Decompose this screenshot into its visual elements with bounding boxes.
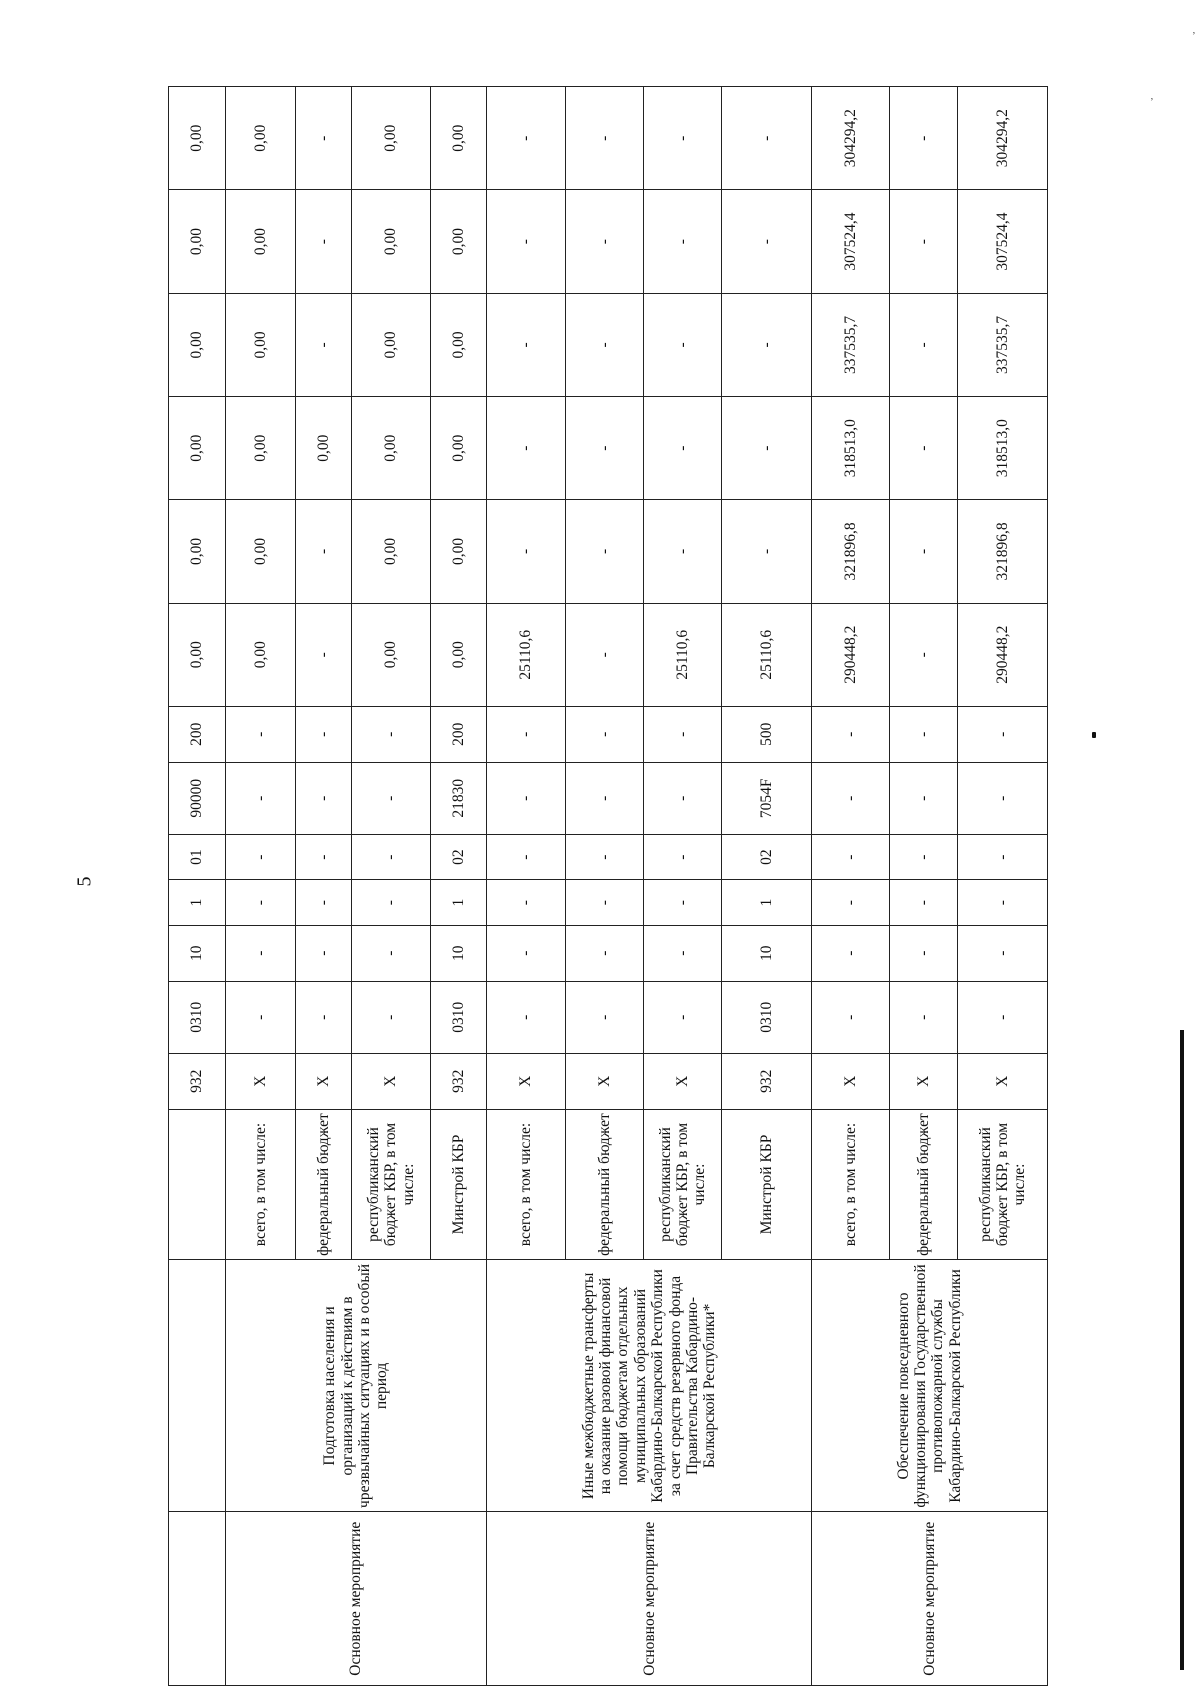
code-cell: - xyxy=(644,762,722,834)
section-type-cell: Основное мероприятие xyxy=(225,1512,487,1686)
code-cell: 200 xyxy=(169,706,226,762)
value-cell: 290448,2 xyxy=(811,603,889,706)
value-cell: 0,00 xyxy=(225,190,295,293)
code-cell: - xyxy=(352,834,430,879)
value-cell: - xyxy=(565,293,643,396)
code-cell: - xyxy=(487,706,565,762)
value-cell: - xyxy=(890,293,958,396)
code-cell: - xyxy=(811,762,889,834)
value-cell: 290448,2 xyxy=(958,603,1048,706)
scan-dot xyxy=(1092,732,1096,738)
section-title-cell: Подготовка населения и организаций к действиям в чрезвычайных ситуациях и в особый период xyxy=(225,1260,487,1512)
code-cell: X xyxy=(644,1053,722,1109)
funding-source-cell: федеральный бюджет xyxy=(890,1109,958,1260)
value-cell: - xyxy=(644,190,722,293)
scan-mark: ’ xyxy=(1150,96,1154,108)
value-cell: - xyxy=(487,190,565,293)
section-title-cell: Иные межбюджетные трансферты на оказание разовой финансовой помощи бюджетам отдельных муниципальных образований Кабардино-Балкарской Республики за счет средств резервного фонда Правительства Кабардино-Балкарской Республики* xyxy=(487,1260,812,1512)
value-cell: - xyxy=(722,293,812,396)
value-cell: - xyxy=(295,87,352,190)
value-cell: 0,00 xyxy=(169,397,226,500)
page-number: 5 xyxy=(73,876,96,887)
value-cell: - xyxy=(565,603,643,706)
value-cell: 337535,7 xyxy=(811,293,889,396)
code-cell: 10 xyxy=(169,925,226,981)
value-cell: - xyxy=(722,87,812,190)
code-cell: - xyxy=(487,762,565,834)
code-cell: - xyxy=(890,834,958,879)
code-cell: - xyxy=(890,925,958,981)
rotated-page xyxy=(168,86,1048,1686)
value-cell: - xyxy=(565,190,643,293)
code-cell: 932 xyxy=(430,1053,487,1109)
code-cell: - xyxy=(565,762,643,834)
code-cell: - xyxy=(644,925,722,981)
funding-source-cell: всего, в том числе: xyxy=(811,1109,889,1260)
value-cell: 0,00 xyxy=(352,397,430,500)
code-cell: - xyxy=(225,981,295,1053)
header-codes-row xyxy=(169,87,226,1686)
value-cell: 0,00 xyxy=(225,293,295,396)
code-cell: - xyxy=(352,706,430,762)
value-cell: 0,00 xyxy=(295,397,352,500)
code-cell: - xyxy=(890,981,958,1053)
funding-source-cell: федеральный бюджет xyxy=(295,1109,352,1260)
value-cell: 0,00 xyxy=(225,500,295,603)
code-cell: - xyxy=(644,880,722,925)
funding-source-cell: Минстрой КБР xyxy=(722,1109,812,1260)
code-cell: - xyxy=(890,880,958,925)
code-cell: X xyxy=(958,1053,1048,1109)
code-cell: 01 xyxy=(169,834,226,879)
code-cell: 02 xyxy=(722,834,812,879)
value-cell: 0,00 xyxy=(169,603,226,706)
value-cell: 25110,6 xyxy=(722,603,812,706)
value-cell: - xyxy=(487,87,565,190)
section-title-cell: Обеспечение повседневного функционирования Государственной противопожарной службы Кабардино-Балкарской Республики xyxy=(811,1260,1047,1512)
code-cell: X xyxy=(890,1053,958,1109)
code-cell: 10 xyxy=(722,925,812,981)
code-cell: - xyxy=(644,706,722,762)
code-cell: - xyxy=(958,834,1048,879)
code-cell: - xyxy=(565,706,643,762)
code-cell: X xyxy=(565,1053,643,1109)
scan-mark: ’ xyxy=(1192,30,1196,42)
value-cell: 25110,6 xyxy=(487,603,565,706)
code-cell: - xyxy=(225,834,295,879)
code-cell: - xyxy=(890,706,958,762)
code-cell: 1 xyxy=(169,880,226,925)
table-row xyxy=(225,87,295,1686)
value-cell: 0,00 xyxy=(225,397,295,500)
code-cell: - xyxy=(644,834,722,879)
code-cell: 7054F xyxy=(722,762,812,834)
value-cell: - xyxy=(890,603,958,706)
code-cell: - xyxy=(811,706,889,762)
value-cell: 0,00 xyxy=(225,603,295,706)
value-cell: - xyxy=(890,87,958,190)
value-cell: - xyxy=(644,397,722,500)
code-cell: X xyxy=(352,1053,430,1109)
value-cell: 0,00 xyxy=(430,87,487,190)
value-cell: - xyxy=(565,87,643,190)
value-cell: - xyxy=(644,87,722,190)
value-cell: - xyxy=(722,397,812,500)
code-cell: - xyxy=(352,880,430,925)
value-cell: 0,00 xyxy=(352,87,430,190)
code-cell: - xyxy=(295,706,352,762)
code-cell: - xyxy=(352,925,430,981)
value-cell: 0,00 xyxy=(430,603,487,706)
code-cell: - xyxy=(295,834,352,879)
code-cell: - xyxy=(295,925,352,981)
code-cell: - xyxy=(811,880,889,925)
table-row xyxy=(811,87,889,1686)
value-cell: - xyxy=(487,397,565,500)
value-cell: 0,00 xyxy=(352,293,430,396)
code-cell: - xyxy=(295,762,352,834)
table-body xyxy=(169,87,1048,1686)
code-cell: - xyxy=(487,880,565,925)
value-cell: 307524,4 xyxy=(811,190,889,293)
code-cell: X xyxy=(295,1053,352,1109)
code-cell: 932 xyxy=(722,1053,812,1109)
code-cell: 1 xyxy=(722,880,812,925)
value-cell: 304294,2 xyxy=(958,87,1048,190)
value-cell: 304294,2 xyxy=(811,87,889,190)
code-cell: - xyxy=(295,880,352,925)
value-cell: 0,00 xyxy=(169,87,226,190)
value-cell: - xyxy=(295,603,352,706)
code-cell: 932 xyxy=(169,1053,226,1109)
code-cell: 21830 xyxy=(430,762,487,834)
value-cell: - xyxy=(890,397,958,500)
value-cell: - xyxy=(295,500,352,603)
code-cell: - xyxy=(958,706,1048,762)
value-cell: - xyxy=(487,500,565,603)
table-cell xyxy=(169,1109,226,1260)
value-cell: 318513,0 xyxy=(958,397,1048,500)
value-cell: 0,00 xyxy=(430,190,487,293)
code-cell: - xyxy=(565,880,643,925)
code-cell: - xyxy=(487,834,565,879)
value-cell: 321896,8 xyxy=(811,500,889,603)
code-cell: - xyxy=(811,925,889,981)
code-cell: 500 xyxy=(722,706,812,762)
code-cell: - xyxy=(352,762,430,834)
code-cell: 200 xyxy=(430,706,487,762)
value-cell: - xyxy=(644,500,722,603)
code-cell: 02 xyxy=(430,834,487,879)
code-cell: - xyxy=(565,925,643,981)
funding-source-cell: Минстрой КБР xyxy=(430,1109,487,1260)
funding-source-cell: республиканский бюджет КБР, в том числе: xyxy=(352,1109,430,1260)
value-cell: 0,00 xyxy=(352,500,430,603)
value-cell: - xyxy=(565,500,643,603)
code-cell: - xyxy=(352,981,430,1053)
table-row xyxy=(487,87,565,1686)
value-cell: - xyxy=(487,293,565,396)
code-cell: - xyxy=(487,925,565,981)
code-cell: - xyxy=(958,981,1048,1053)
funding-source-cell: всего, в том числе: xyxy=(487,1109,565,1260)
code-cell: - xyxy=(565,981,643,1053)
code-cell: - xyxy=(225,762,295,834)
value-cell: - xyxy=(565,397,643,500)
value-cell: 0,00 xyxy=(352,603,430,706)
code-cell: - xyxy=(487,981,565,1053)
code-cell: - xyxy=(225,706,295,762)
code-cell: 0310 xyxy=(169,981,226,1053)
code-cell: 0310 xyxy=(722,981,812,1053)
code-cell: - xyxy=(295,981,352,1053)
table-cell xyxy=(169,1512,226,1686)
section-type-cell: Основное мероприятие xyxy=(811,1512,1047,1686)
value-cell: - xyxy=(890,500,958,603)
funding-source-cell: республиканский бюджет КБР, в том числе: xyxy=(644,1109,722,1260)
code-cell: - xyxy=(565,834,643,879)
code-cell: 0310 xyxy=(430,981,487,1053)
funding-source-cell: всего, в том числе: xyxy=(225,1109,295,1260)
value-cell: 318513,0 xyxy=(811,397,889,500)
value-cell: 0,00 xyxy=(430,500,487,603)
code-cell: - xyxy=(811,981,889,1053)
code-cell: 10 xyxy=(430,925,487,981)
value-cell: 25110,6 xyxy=(644,603,722,706)
section-type-cell: Основное мероприятие xyxy=(487,1512,812,1686)
code-cell: - xyxy=(811,834,889,879)
code-cell: - xyxy=(958,880,1048,925)
value-cell: 0,00 xyxy=(169,293,226,396)
value-cell: - xyxy=(890,190,958,293)
value-cell: - xyxy=(295,190,352,293)
code-cell: - xyxy=(890,762,958,834)
funding-source-cell: республиканский бюджет КБР, в том числе: xyxy=(958,1109,1048,1260)
code-cell: X xyxy=(487,1053,565,1109)
table-cell xyxy=(169,1260,226,1512)
value-cell: 0,00 xyxy=(169,500,226,603)
scan-edge-line xyxy=(1180,1030,1184,1670)
code-cell: 90000 xyxy=(169,762,226,834)
value-cell: 0,00 xyxy=(352,190,430,293)
value-cell: - xyxy=(722,190,812,293)
funding-source-cell: федеральный бюджет xyxy=(565,1109,643,1260)
budget-table xyxy=(168,86,1048,1686)
code-cell: - xyxy=(225,925,295,981)
value-cell: 307524,4 xyxy=(958,190,1048,293)
code-cell: - xyxy=(958,762,1048,834)
value-cell: 0,00 xyxy=(430,397,487,500)
value-cell: - xyxy=(722,500,812,603)
value-cell: 0,00 xyxy=(169,190,226,293)
code-cell: X xyxy=(811,1053,889,1109)
value-cell: 0,00 xyxy=(225,87,295,190)
value-cell: 0,00 xyxy=(430,293,487,396)
value-cell: - xyxy=(295,293,352,396)
code-cell: - xyxy=(958,925,1048,981)
code-cell: - xyxy=(644,981,722,1053)
code-cell: X xyxy=(225,1053,295,1109)
code-cell: 1 xyxy=(430,880,487,925)
value-cell: 321896,8 xyxy=(958,500,1048,603)
value-cell: 337535,7 xyxy=(958,293,1048,396)
value-cell: - xyxy=(644,293,722,396)
code-cell: - xyxy=(225,880,295,925)
